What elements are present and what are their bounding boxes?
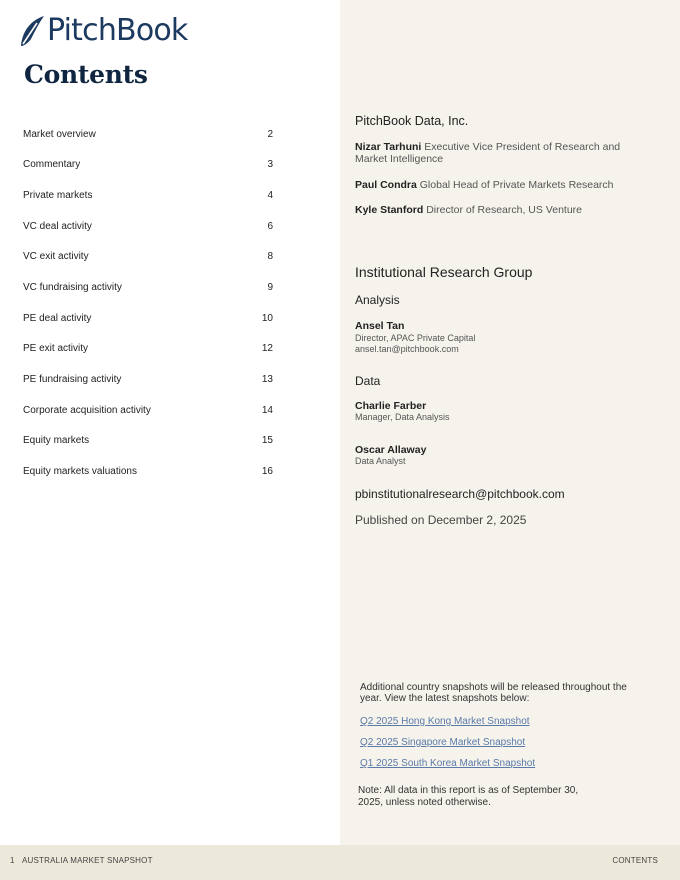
- toc-page: 9: [267, 281, 273, 293]
- link-hong-kong-snapshot[interactable]: Q2 2025 Hong Kong Market Snapshot: [360, 716, 530, 727]
- toc-page: 3: [267, 158, 273, 170]
- data-note: Note: All data in this report is as of September 30, 2025, unless noted otherwise.: [358, 785, 579, 808]
- organization-name: PitchBook Data, Inc.: [355, 114, 469, 128]
- leader-title: Global Head of Private Markets Research: [419, 179, 614, 191]
- toc-item-vc-fundraising-activity[interactable]: [23, 279, 273, 295]
- toc-item-pe-fundraising-activity[interactable]: [23, 371, 273, 387]
- analyst-title: Director, APAC Private Capital: [355, 333, 476, 343]
- footer-section: CONTENTS: [612, 856, 658, 865]
- contact-email[interactable]: pbinstitutionalresearch@pitchbook.com: [355, 487, 565, 501]
- toc-item-corporate-acquisition-activity[interactable]: [23, 402, 273, 418]
- toc-label: PE deal activity: [23, 312, 92, 324]
- published-date: Published on December 2, 2025: [355, 513, 527, 527]
- toc-page: 10: [261, 312, 273, 324]
- toc-page: 4: [267, 189, 273, 201]
- leader-title: Executive Vice President of Research and Market Intelligence: [355, 141, 621, 165]
- leader-name: Paul Condra: [355, 179, 417, 191]
- link-singapore-snapshot[interactable]: Q2 2025 Singapore Market Snapshot: [360, 737, 526, 748]
- toc-page: 12: [261, 342, 273, 354]
- toc-label: Market overview: [23, 128, 96, 140]
- page-footer: [0, 845, 680, 880]
- leader-name: Nizar Tarhuni: [355, 141, 422, 153]
- data-member-name: Charlie Farber: [355, 400, 427, 412]
- analysis-heading: Analysis: [355, 293, 400, 307]
- toc-label: VC exit activity: [23, 250, 89, 262]
- data-member-title: Data Analyst: [355, 456, 406, 466]
- toc-item-pe-exit-activity[interactable]: [23, 340, 273, 356]
- toc-page: 2: [267, 128, 273, 140]
- analyst-name: Ansel Tan: [355, 320, 405, 332]
- toc-page: 13: [261, 373, 273, 385]
- toc-label: Commentary: [23, 158, 81, 170]
- toc-label: Corporate acquisition activity: [23, 404, 151, 416]
- toc-page: 8: [267, 250, 273, 262]
- toc-page: 14: [261, 404, 273, 416]
- group-heading: Institutional Research Group: [355, 264, 533, 280]
- toc-label: VC deal activity: [23, 220, 92, 232]
- logo-wordmark: PitchBook: [47, 13, 188, 48]
- additional-snapshots-text: Additional country snapshots will be released throughout the year. View the latest snapshots below:: [360, 682, 627, 704]
- toc-item-vc-exit-activity[interactable]: [23, 248, 273, 264]
- toc-label: PE exit activity: [23, 342, 89, 354]
- toc-item-equity-markets-valuations[interactable]: [23, 463, 273, 479]
- toc-label: VC fundraising activity: [23, 281, 122, 293]
- leader-name: Kyle Stanford: [355, 204, 424, 216]
- link-south-korea-snapshot[interactable]: Q1 2025 South Korea Market Snapshot: [360, 758, 536, 769]
- data-heading: Data: [355, 374, 381, 388]
- footer-report-title: AUSTRALIA MARKET SNAPSHOT: [22, 856, 153, 865]
- toc-page: 15: [261, 434, 273, 446]
- leader-credit: [355, 204, 640, 216]
- page-title: Contents: [24, 60, 148, 89]
- footer-page-number: 1: [10, 856, 15, 865]
- toc-item-market-overview[interactable]: [23, 126, 273, 142]
- leader-title: Director of Research, US Venture: [426, 204, 583, 216]
- toc-page: 16: [261, 465, 273, 477]
- data-member-name: Oscar Allaway: [355, 444, 427, 456]
- toc-label: Private markets: [23, 189, 93, 201]
- toc-item-vc-deal-activity[interactable]: [23, 218, 273, 234]
- pitchbook-feather-icon: [19, 15, 45, 47]
- toc-item-private-markets[interactable]: [23, 187, 273, 203]
- data-member-title: Manager, Data Analysis: [355, 412, 450, 422]
- leader-credit: [355, 179, 640, 191]
- toc-label: Equity markets valuations: [23, 465, 137, 477]
- toc-label: PE fundraising activity: [23, 373, 122, 385]
- analyst-email[interactable]: ansel.tan@pitchbook.com: [355, 344, 459, 354]
- pitchbook-logo: [19, 14, 188, 48]
- toc-item-equity-markets[interactable]: [23, 432, 273, 448]
- toc-item-commentary[interactable]: [23, 156, 273, 172]
- toc-label: Equity markets: [23, 434, 90, 446]
- leader-credit: [355, 141, 640, 165]
- toc-item-pe-deal-activity[interactable]: [23, 310, 273, 326]
- toc-page: 6: [267, 220, 273, 232]
